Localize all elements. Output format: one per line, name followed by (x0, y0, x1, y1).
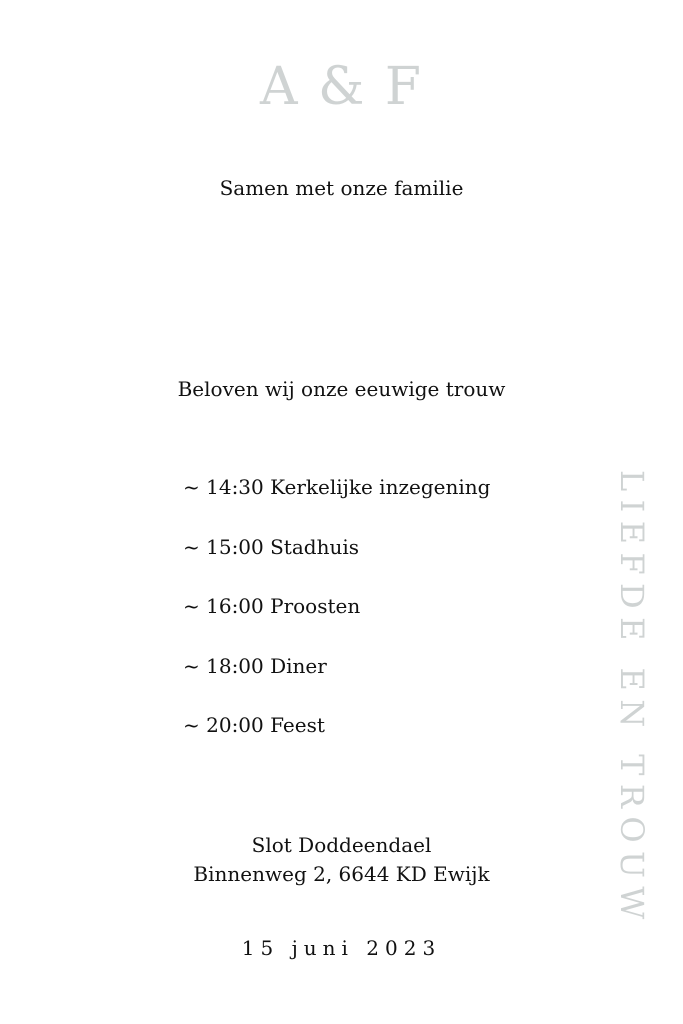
venue-address: Binnenweg 2, 6644 KD Ewijk (193, 862, 490, 886)
schedule-item: ~ 18:00 Diner (183, 653, 327, 678)
schedule-list (183, 473, 490, 771)
schedule-item: ~ 20:00 Feest (183, 713, 325, 738)
side-vertical-text: LIEFDE EN TROUW (613, 470, 651, 928)
venue-block (0, 831, 683, 889)
intro-text: Samen met onze familie (219, 176, 464, 200)
schedule-item: ~ 15:00 Stadhuis (183, 534, 359, 559)
event-date: 15 juni 2023 (241, 936, 442, 960)
venue-name: Slot Doddeendael (251, 833, 432, 857)
monogram-title: A & F (260, 57, 423, 117)
schedule-item: ~ 16:00 Proosten (183, 594, 361, 619)
promise-text: Beloven wij onze eeuwige trouw (177, 377, 506, 401)
schedule-item: ~ 14:30 Kerkelijke inzegening (183, 475, 491, 499)
